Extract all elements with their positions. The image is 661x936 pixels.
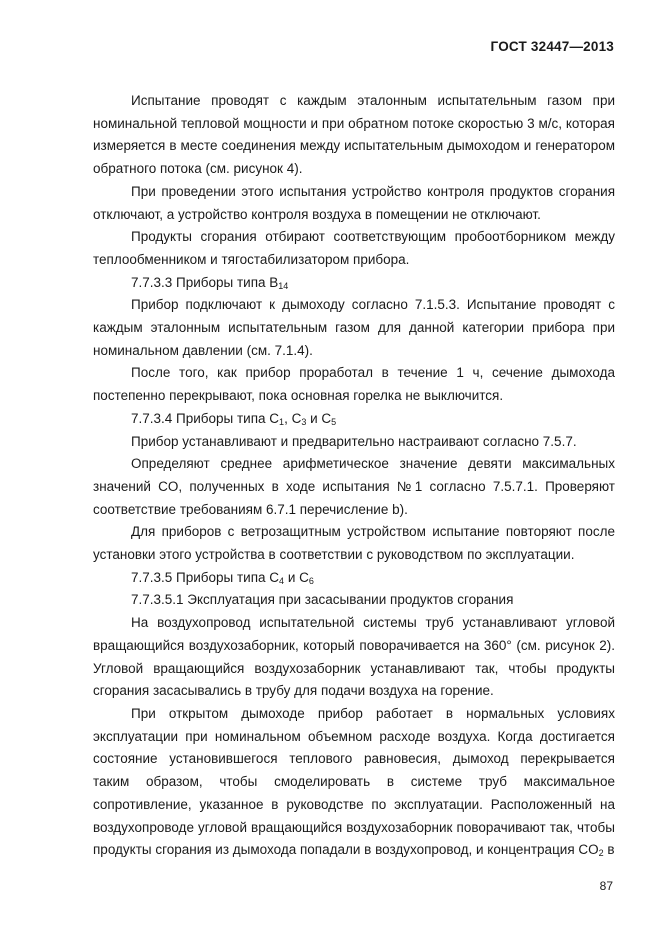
paragraph: Прибор устанавливают и предварительно настраивают согласно 7.5.7. xyxy=(131,433,577,449)
paragraph: Испытание проводят с каждым эталонным испытательным газом при номинальной тепловой мощности и при обратном потоке скоростью 3 м/с, которая измеряется в месте соединения между испытательным дымоходом и генератором обратного потока (см. рисунок 4). xyxy=(93,93,615,177)
paragraph: Определяют среднее арифметическое значение девяти максимальных значений CO, полученных в ходе испытания №1 согласно 7.5.7.1. Проверяют соответствие требованиям 6.7.1 перечисление b). xyxy=(93,456,615,517)
page-number: 87 xyxy=(599,879,613,893)
paragraph: После того, как прибор проработал в течение 1 ч, сечение дымохода постепенно перекрывают, пока основная горелка не выключится. xyxy=(93,365,615,404)
paragraph: Прибор подключают к дымоходу согласно 7.1.5.3. Испытание проводят с каждым эталонным испытательным газом для данной категории прибора при номинальном давлении (см. 7.1.4). xyxy=(93,297,615,358)
paragraph: На воздухопровод испытательной системы труб устанавливают угловой вращающийся воздухозаборник, который поворачивается на 360° (см. рисунок 2). Угловой вращающийся воздухозаборник устанавливают так, чтобы продукты сгорания засасывались в трубу для подачи воздуха на горение. xyxy=(93,615,615,699)
paragraph-last: При открытом дымоходе прибор работает в нормальных условиях эксплуатации при номинальном объемном расходе воздуха. Когда достигается состояние установившегося теплового равновесия, дымоход перекрывается таким образом, чтобы смоделировать в системе труб максимальное сопротивление, указанное в руководстве по эксплуатации. Расположенный на воздухопроводе угловой вращающийся воздухозаборник поворачивают так, чтобы продукты сгорания из дымохода попадали в воздухопровод, и концентрация $CO_2$ в xyxy=(93,705,615,859)
paragraph: Продукты сгорания отбирают соответствующим пробоотборником между теплообменником и тягостабилизатором прибора. xyxy=(93,229,615,267)
paragraph: Для приборов с ветрозащитным устройством испытание повторяют после установки этого устройства в соответствии с руководством по эксплуатации. xyxy=(93,524,615,563)
document-header: ГОСТ 32447—2013 xyxy=(490,39,614,54)
paragraph: При проведении этого испытания устройство контроля продуктов сгорания отключают, а устройство контроля воздуха в помещении не отключают. xyxy=(93,183,615,222)
section-heading-7-7-3-5-1: 7.7.3.5.1 Эксплуатация при засасывании продуктов сгорания xyxy=(131,592,514,608)
section-heading-7-7-3-5: 7.7.3.5 Приборы типа $C_4$ и $C_6$ xyxy=(131,569,314,586)
section-heading-7-7-3-4: 7.7.3.4 Приборы типа $C_1$, $C_3$ и $C_5$ xyxy=(131,410,337,427)
document-body xyxy=(93,90,615,862)
section-heading-7-7-3-3: 7.7.3.3 Приборы типа $B_{14}$ xyxy=(131,274,289,291)
